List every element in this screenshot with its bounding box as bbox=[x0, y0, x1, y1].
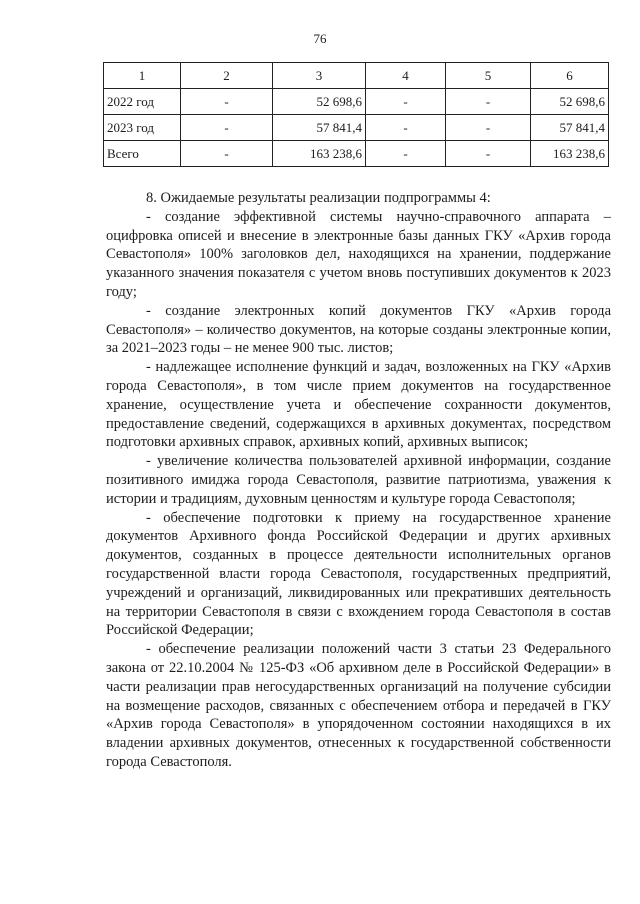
table-cell: - bbox=[446, 141, 531, 167]
table-cell: 52 698,6 bbox=[273, 89, 366, 115]
table-header-cell: 5 bbox=[446, 63, 531, 89]
section-heading: 8. Ожидаемые результаты реализации подпрограммы 4: bbox=[146, 190, 491, 206]
table-header-cell: 3 bbox=[273, 63, 366, 89]
table-cell: - bbox=[446, 89, 531, 115]
result-item: - обеспечение подготовки к приему на государственное хранение документов Архивного фонда Российской Федерации и других архивных документов, созданных в процессе деятельности исполнительных органов государственной власти города Севастополя, государственных предприятий, учреждений и организаций, ликвидированных или прекративших деятельность на территории Севастополя в связи с вхождением города Севастополя в состав Российской Федерации; bbox=[106, 509, 611, 639]
table-cell: - bbox=[366, 141, 446, 167]
section-text bbox=[106, 189, 611, 772]
table-cell: - bbox=[181, 89, 273, 115]
funding-table bbox=[103, 62, 609, 167]
table-header-row bbox=[104, 63, 609, 89]
result-item: - увеличение количества пользователей архивной информации, создание позитивного имиджа города Севастополя, развитие патриотизма, уважения к истории и традициям, духовным ценностям и культуре города Севастополя; bbox=[106, 453, 611, 507]
table-cell-year: 2023 год bbox=[104, 115, 181, 141]
table-header-cell: 2 bbox=[181, 63, 273, 89]
table-cell: - bbox=[181, 141, 273, 167]
table-cell-year: 2022 год bbox=[104, 89, 181, 115]
table-cell: - bbox=[446, 115, 531, 141]
table-cell-total: 52 698,6 bbox=[531, 89, 609, 115]
table-cell: - bbox=[366, 89, 446, 115]
result-item: - обеспечение реализации положений части 3 статьи 23 Федерального закона от 22.10.2004 № 125-ФЗ «Об архивном деле в Российской Федерации» в части реализации прав негосударственных организаций на получение субсидии на возмещение расходов, связанных с обеспечением отбора и передачей в ГКУ «Архив города Севастополя» в упорядоченном состоянии находящихся в их владении архивных документов, отнесенных к государственной собственности города Севастополя. bbox=[106, 641, 611, 770]
page-number: 76 bbox=[313, 31, 327, 46]
table-header-cell: 1 bbox=[104, 63, 181, 89]
table-cell: 163 238,6 bbox=[273, 141, 366, 167]
table-row bbox=[104, 89, 609, 115]
table-row bbox=[104, 115, 609, 141]
table-header-cell: 4 bbox=[366, 63, 446, 89]
table-header-cell: 6 bbox=[531, 63, 609, 89]
result-item: - создание электронных копий документов ГКУ «Архив города Севастополя» – количество документов, на которые созданы электронные копии, за 2021–2023 годы – не менее 900 тыс. листов; bbox=[106, 302, 611, 357]
table-cell: 57 841,4 bbox=[273, 115, 366, 141]
table-cell: - bbox=[366, 115, 446, 141]
table-cell: - bbox=[181, 115, 273, 141]
table-row bbox=[104, 141, 609, 167]
result-item: - надлежащее исполнение функций и задач, возложенных на ГКУ «Архив города Севастополя», в том числе прием документов на государственное хранение, осуществление учета и обеспечение сохранности документов, предоставление сведений, содержащихся в архивных документах, посредством подготовки архивных справок, архивных копий, архивных выписок; bbox=[106, 359, 611, 451]
table-cell-total: 163 238,6 bbox=[531, 141, 609, 167]
table-cell-year: Всего bbox=[104, 141, 181, 167]
table-cell-total: 57 841,4 bbox=[531, 115, 609, 141]
result-item: - создание эффективной системы научно-справочного аппарата – оцифровка описей и внесение в электронные базы данных ГКУ «Архив города Севастополя» 100% заголовков дел, находящихся на хранении, поддержание указанного значения показателя с учетом вновь поступивших документов к 2023 году; bbox=[106, 208, 611, 300]
